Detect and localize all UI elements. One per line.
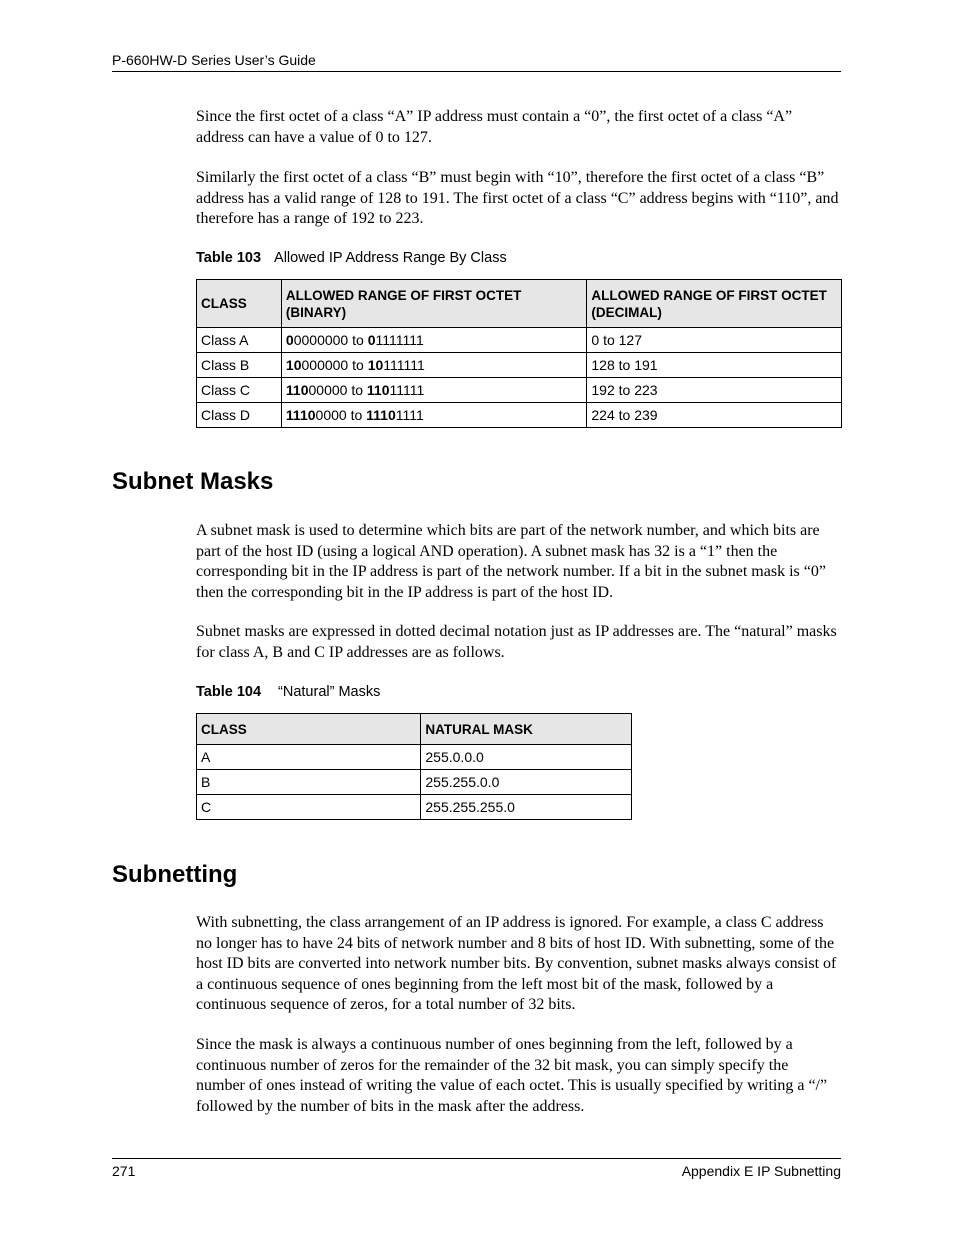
footer-divider: [112, 1158, 841, 1159]
intro-paragraph-2: Similarly the first octet of a class “B” must begin with “10”, therefore the first octet of a class “B” address has a valid range of 128 to 191. The first octet of a class “C” address begins with “110”, and therefore has a range of 192 to 223.: [196, 169, 839, 227]
table-104-title: “Natural” Masks: [278, 684, 381, 700]
footer-section-title: Appendix E IP Subnetting: [681, 1163, 841, 1179]
table-103-number: Table 103: [196, 250, 262, 266]
table-row: [197, 378, 842, 403]
table-104-header-mask: NATURAL MASK: [421, 714, 632, 745]
subnetting-paragraph-2: Since the mask is always a continuous number of ones beginning from the left, followed by a continuous number of zeros for the remainder of the 32 bit mask, you can simply specify the number of ones instead of writing the value of each octet. This is usually specified by writing a “/” followed by the number of bits in the mask after the address.: [196, 1036, 828, 1115]
class-cell: Class C: [197, 378, 282, 403]
decimal-range-cell: 128 to 191: [587, 353, 842, 378]
decimal-range-cell: 224 to 239: [587, 403, 842, 428]
binary-range-cell: 11000000 to 11011111: [281, 378, 586, 403]
decimal-range-cell: 192 to 223: [587, 378, 842, 403]
table-104: [196, 713, 632, 820]
table-103-header-decimal: ALLOWED RANGE OF FIRST OCTET (DECIMAL): [587, 280, 842, 328]
table-row: [197, 328, 842, 353]
decimal-range-cell: 0 to 127: [587, 328, 842, 353]
table-103-header-row: [197, 280, 842, 328]
class-cell: Class A: [197, 328, 282, 353]
page-number: 271: [112, 1163, 136, 1179]
mask-cell: 255.255.255.0: [421, 795, 632, 820]
class-cell: Class D: [197, 403, 282, 428]
intro-paragraph-1: Since the first octet of a class “A” IP address must contain a “0”, the first octet of a class “A” address can have a value of 0 to 127.: [196, 108, 793, 146]
binary-range-cell: 10000000 to 10111111: [281, 353, 586, 378]
table-row: [197, 745, 632, 770]
subnet-masks-paragraph-2: Subnet masks are expressed in dotted decimal notation just as IP addresses are. The “natural” masks for class A, B and C IP addresses are as follows.: [196, 623, 837, 661]
class-cell: A: [197, 745, 421, 770]
binary-range-cell: 11100000 to 11101111: [281, 403, 586, 428]
table-104-caption: [196, 684, 380, 700]
mask-cell: 255.0.0.0: [421, 745, 632, 770]
table-row: [197, 795, 632, 820]
table-103-header-binary: ALLOWED RANGE OF FIRST OCTET (BINARY): [281, 280, 586, 328]
table-row: [197, 403, 842, 428]
subnetting-paragraph-1: With subnetting, the class arrangement of an IP address is ignored. For example, a class C address no longer has to have 24 bits of network number and 8 bits of host ID. With subnetting, some of the host ID bits are converted into network number bits. By convention, subnet masks always consist of a continuous sequence of ones beginning from the left most bit of the mask, followed by a continuous sequence of zeros, for a total number of 32 bits.: [196, 914, 837, 1013]
table-103-title: Allowed IP Address Range By Class: [274, 250, 507, 266]
table-104-header-class: CLASS: [197, 714, 421, 745]
header-divider: [112, 71, 841, 72]
class-cell: C: [197, 795, 421, 820]
class-cell: Class B: [197, 353, 282, 378]
section-heading-subnet-masks: Subnet Masks: [112, 468, 274, 495]
class-cell: B: [197, 770, 421, 795]
binary-range-cell: 00000000 to 01111111: [281, 328, 586, 353]
table-row: [197, 353, 842, 378]
table-103: [196, 279, 842, 428]
section-heading-subnetting: Subnetting: [112, 861, 238, 888]
table-103-header-class: CLASS: [197, 280, 282, 328]
table-104-number: Table 104: [196, 684, 262, 700]
table-104-header-row: [197, 714, 632, 745]
mask-cell: 255.255.0.0: [421, 770, 632, 795]
table-row: [197, 770, 632, 795]
table-103-caption: [196, 250, 507, 266]
running-header: P-660HW-D Series User’s Guide: [112, 52, 316, 68]
subnet-masks-paragraph-1: A subnet mask is used to determine which bits are part of the network number, and which bits are part of the host ID (using a logical AND operation). A subnet mask has 32 is a “1” then the corresponding bit in the IP address is part of the network number. If a bit in the subnet mask is “0” then the corresponding bit in the IP address is part of the host ID.: [196, 522, 826, 601]
